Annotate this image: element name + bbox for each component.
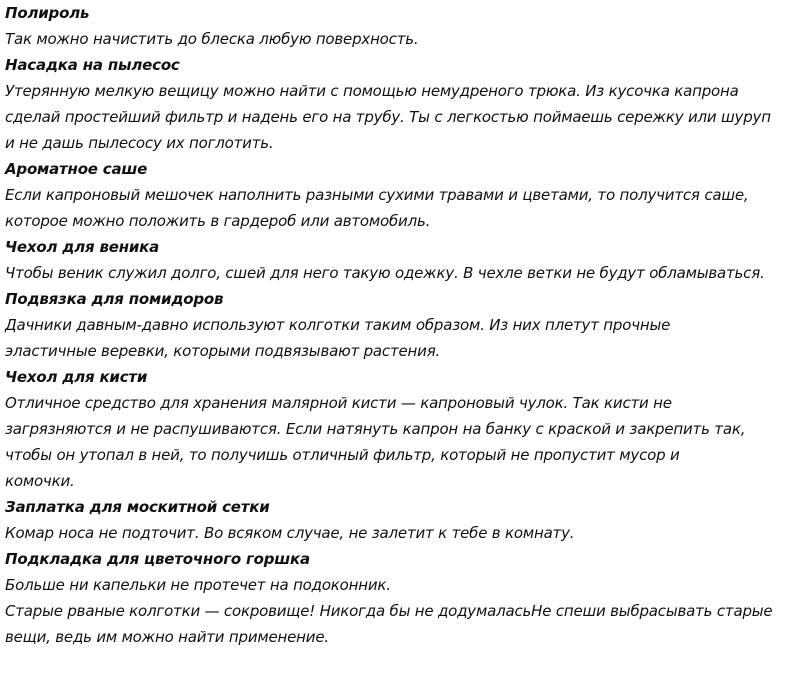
section-heading: Насадка на пылесос	[5, 56, 180, 74]
section-text-line: Больше ни капельки не протечет на подоконник.	[5, 576, 391, 594]
section-heading: Ароматное саше	[5, 160, 148, 178]
section-text-line: Чтобы веник служил долго, сшей для него такую одежку. В чехле ветки не будут обламываться.	[5, 264, 765, 282]
section-text-line: комочки.	[5, 472, 75, 490]
section-text-line: Комар носа не подточит. Во всяком случае, не залетит к тебе в комнату.	[5, 524, 575, 542]
section-text-line: эластичные веревки, которыми подвязывают растения.	[5, 342, 441, 360]
section-heading: Заплатка для москитной сетки	[5, 498, 270, 516]
section-text-line: Отличное средство для хранения малярной кисти — капроновый чулок. Так кисти не	[5, 394, 672, 412]
section-heading: Подвязка для помидоров	[5, 290, 224, 308]
closing-text-line: Старые рваные колготки — сокровище! Никогда бы не додумаласьНе спеши выбрасывать старые	[5, 602, 773, 620]
section-text-line: чтобы он утопал в ней, то получишь отличный фильтр, который не пропустит мусор и	[5, 446, 680, 464]
section-text-line: которое можно положить в гардероб или автомобиль.	[5, 212, 431, 230]
section-text-line: сделай простейший фильтр и надень его на трубу. Ты с легкостью поймаешь сережку или шуруп	[5, 108, 771, 126]
section-heading: Чехол для веника	[5, 238, 160, 256]
section-heading: Полироль	[5, 4, 90, 22]
closing-text-line: вещи, ведь им можно найти применение.	[5, 628, 329, 646]
section-text-line: и не дашь пылесосу их поглотить.	[5, 134, 274, 152]
section-text-line: Так можно начистить до блеска любую поверхность.	[5, 30, 419, 48]
section-text-line: Если капроновый мешочек наполнить разными сухими травами и цветами, то получится саше,	[5, 186, 749, 204]
section-text-line: Дачники давным-давно используют колготки таким образом. Из них плетут прочные	[5, 316, 671, 334]
section-text-line: загрязняются и не распушиваются. Если натянуть капрон на банку с краской и закрепить так,	[5, 420, 746, 438]
section-heading: Подкладка для цветочного горшка	[5, 550, 310, 568]
document-body	[5, 0, 805, 650]
section-heading: Чехол для кисти	[5, 368, 148, 386]
section-text-line: Утерянную мелкую вещицу можно найти с помощью немудреного трюка. Из кусочка капрона	[5, 82, 739, 100]
